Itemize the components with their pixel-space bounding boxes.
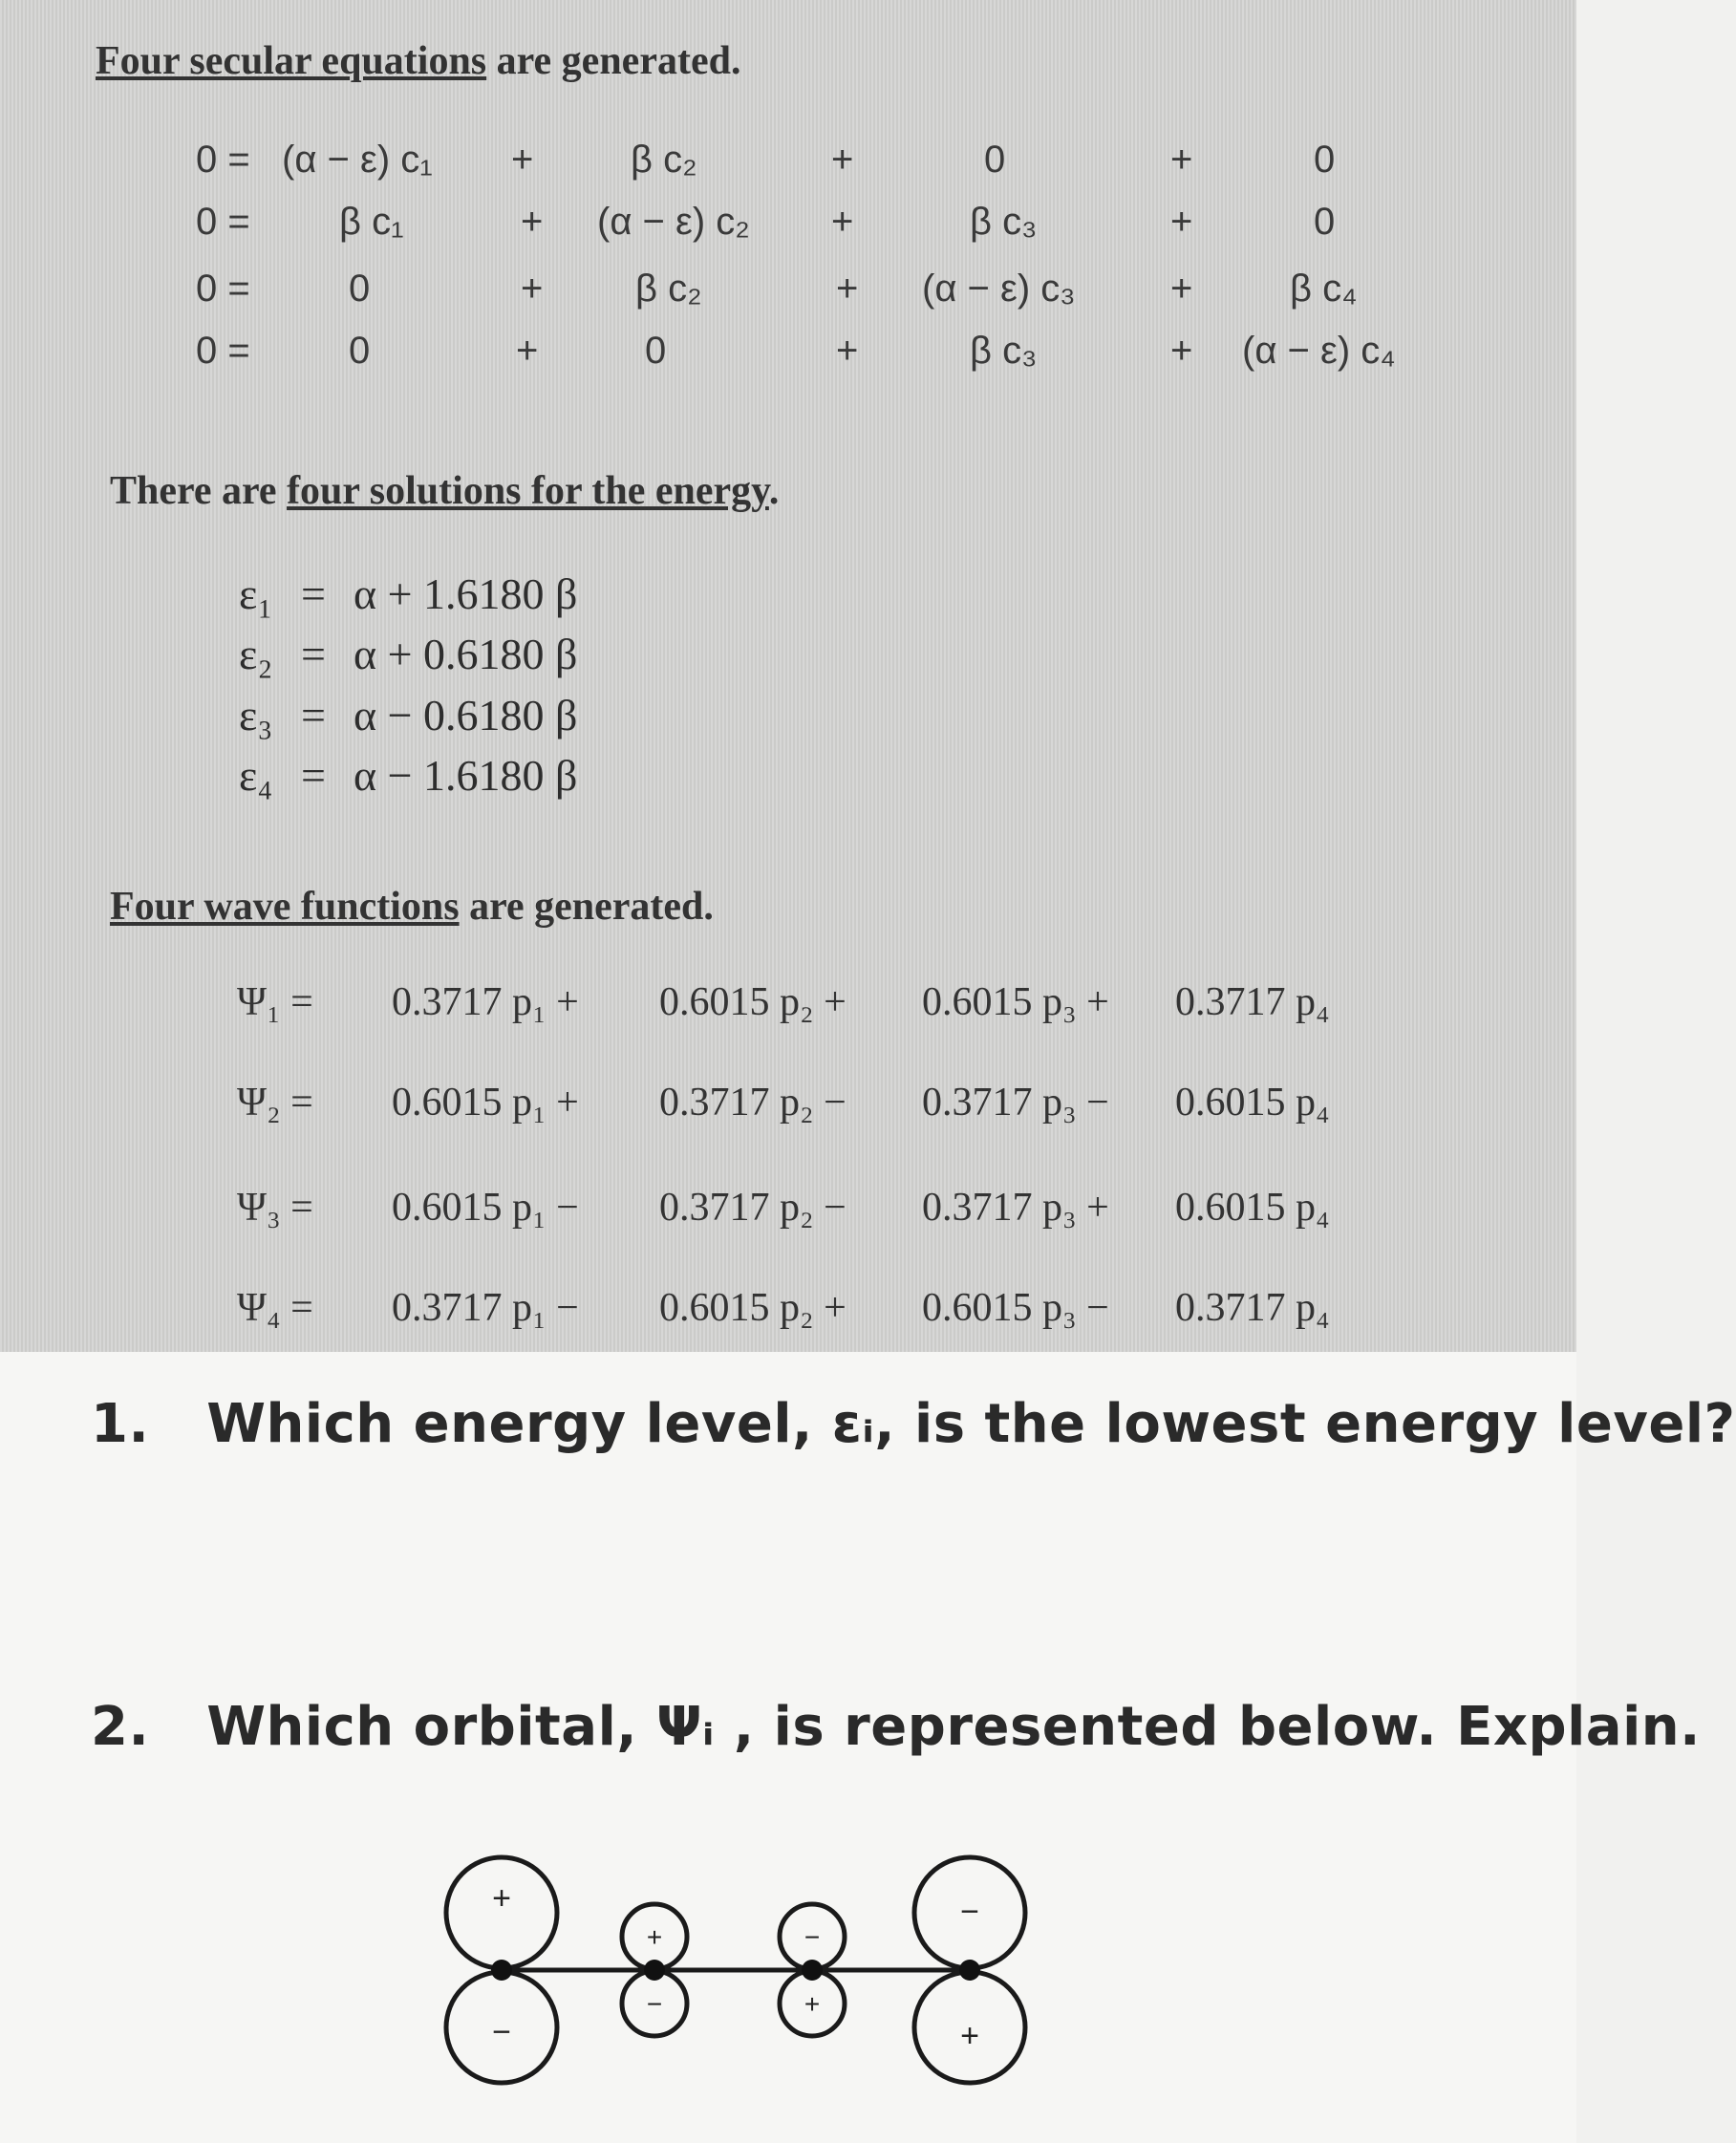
secular-row-1-term-2: β c₂ bbox=[631, 139, 697, 181]
energy-3-value: α − 0.6180 β bbox=[354, 691, 578, 739]
atom-1-dot bbox=[491, 1960, 512, 1981]
wave-3-term-4: 0.6015 p₄ bbox=[1175, 1186, 1330, 1230]
secular-row-1-plus-1: + bbox=[511, 139, 534, 181]
wave-heading-rest: are generated. bbox=[459, 885, 714, 929]
energy-heading-underlined: four solutions for the energy bbox=[287, 469, 769, 513]
energy-2-lhs: ε₂ bbox=[239, 630, 273, 678]
energy-2-value: α + 0.6180 β bbox=[354, 630, 578, 678]
secular-row-3-term-1: 0 bbox=[349, 268, 371, 310]
energy-heading-lead: There are bbox=[110, 469, 288, 513]
energy-4-lhs: ε₄ bbox=[239, 751, 273, 800]
secular-row-1-term-4: 0 bbox=[1314, 139, 1336, 181]
secular-row-3-plus-1: + bbox=[521, 268, 544, 310]
lobe-3-top-sign: − bbox=[804, 1922, 821, 1952]
wave-4-term-4: 0.3717 p₄ bbox=[1175, 1286, 1330, 1330]
energy-1-lhs: ε₁ bbox=[239, 569, 273, 618]
wave-1-term-2: 0.6015 p₂ + bbox=[659, 980, 847, 1024]
atom-3-dot bbox=[802, 1960, 823, 1981]
question-2 bbox=[91, 1696, 1701, 1758]
lobe-2-bottom-sign: − bbox=[646, 1989, 663, 2019]
secular-row-1-term-3: 0 bbox=[984, 139, 1006, 181]
wave-4-term-1: 0.3717 p₁ − bbox=[392, 1286, 579, 1330]
secular-row-2-term-3: β c₃ bbox=[970, 201, 1038, 243]
secular-row-4-plus-1: + bbox=[516, 330, 539, 372]
wave-1-term-4: 0.3717 p₄ bbox=[1175, 980, 1330, 1024]
secular-row-3-plus-2: + bbox=[836, 268, 859, 310]
lobe-2-top-sign: + bbox=[646, 1922, 663, 1952]
energy-2-equals: = bbox=[301, 630, 326, 678]
secular-row-3-plus-3: + bbox=[1170, 268, 1193, 310]
wave-3-term-3: 0.3717 p₃ + bbox=[922, 1186, 1109, 1230]
secular-row-2-plus-3: + bbox=[1170, 201, 1193, 243]
energy-3-equals: = bbox=[301, 691, 326, 739]
question-1-number: 1. bbox=[91, 1393, 150, 1455]
wave-1-term-3: 0.6015 p₃ + bbox=[922, 980, 1109, 1024]
secular-row-4-term-1: 0 bbox=[349, 330, 371, 372]
question-1 bbox=[91, 1393, 1736, 1455]
wave-2-term-4: 0.6015 p₄ bbox=[1175, 1081, 1330, 1125]
wave-3-term-2: 0.3717 p₂ − bbox=[659, 1186, 847, 1230]
energy-heading bbox=[110, 468, 779, 514]
question-2-number: 2. bbox=[91, 1696, 150, 1758]
atom-4-dot bbox=[959, 1960, 980, 1981]
wave-2-term-1: 0.6015 p₁ + bbox=[392, 1081, 579, 1125]
secular-row-2-lhs: 0 = bbox=[196, 201, 250, 243]
secular-row-2-plus-2: + bbox=[831, 201, 854, 243]
secular-row-1-plus-2: + bbox=[831, 139, 854, 181]
secular-row-4-term-2: 0 bbox=[645, 330, 667, 372]
lobe-1-bottom-sign: − bbox=[492, 2014, 511, 2050]
wave-2-term-3: 0.3717 p₃ − bbox=[922, 1081, 1109, 1125]
secular-row-4-lhs: 0 = bbox=[196, 330, 250, 372]
atom-2-dot bbox=[644, 1960, 665, 1981]
energy-4-equals: = bbox=[301, 751, 326, 800]
wave-heading bbox=[110, 884, 714, 930]
secular-row-3-term-2: β c₂ bbox=[635, 268, 702, 310]
wave-3-lhs: Ψ₃ = bbox=[237, 1186, 313, 1230]
lobe-1-top-sign: + bbox=[492, 1880, 511, 1917]
wave-4-term-2: 0.6015 p₂ + bbox=[659, 1286, 847, 1330]
wave-2-lhs: Ψ₂ = bbox=[237, 1081, 313, 1125]
secular-row-2-plus-1: + bbox=[521, 201, 544, 243]
secular-row-4-term-3: β c₃ bbox=[970, 330, 1038, 372]
secular-row-1-lhs: 0 = bbox=[196, 139, 250, 181]
secular-row-3-lhs: 0 = bbox=[196, 268, 250, 310]
wave-4-term-3: 0.6015 p₃ − bbox=[922, 1286, 1109, 1330]
secular-row-4-plus-3: + bbox=[1170, 330, 1193, 372]
energy-1-equals: = bbox=[301, 569, 326, 618]
secular-row-1-term-1: (α − ε) c₁ bbox=[282, 139, 433, 181]
energy-4-value: α − 1.6180 β bbox=[354, 751, 578, 800]
secular-row-3-term-3: (α − ε) c₃ bbox=[922, 268, 1076, 310]
lobe-3-bottom-sign: + bbox=[804, 1989, 821, 2019]
energy-heading-tail: . bbox=[768, 469, 780, 513]
wave-3-term-1: 0.6015 p₁ − bbox=[392, 1186, 579, 1230]
question-2-text: Which orbital, Ψᵢ , is represented below. Explain. bbox=[206, 1696, 1701, 1758]
wave-heading-underlined: Four wave functions bbox=[110, 885, 460, 929]
energy-1-value: α + 1.6180 β bbox=[354, 569, 578, 618]
energy-3-lhs: ε₃ bbox=[239, 691, 273, 739]
lobe-4-bottom-sign: + bbox=[960, 2018, 979, 2054]
secular-row-2-term-2: (α − ε) c₂ bbox=[597, 201, 750, 243]
secular-row-4-plus-2: + bbox=[836, 330, 859, 372]
question-1-text: Which energy level, εᵢ, is the lowest energy level? bbox=[206, 1393, 1736, 1455]
secular-row-3-term-4: β c₄ bbox=[1290, 268, 1358, 310]
wave-2-term-2: 0.3717 p₂ − bbox=[659, 1081, 847, 1125]
secular-row-2-term-1: β c₁ bbox=[339, 201, 404, 243]
secular-row-4-term-4: (α − ε) c₄ bbox=[1242, 330, 1396, 372]
wave-1-term-1: 0.3717 p₁ + bbox=[392, 980, 579, 1024]
wave-1-lhs: Ψ₁ = bbox=[237, 980, 313, 1024]
secular-row-2-term-4: 0 bbox=[1314, 201, 1336, 243]
secular-heading bbox=[96, 38, 740, 84]
secular-heading-underlined: Four secular equations bbox=[96, 39, 487, 83]
secular-row-1-plus-3: + bbox=[1170, 139, 1193, 181]
secular-heading-rest: are generated. bbox=[486, 39, 741, 83]
wave-4-lhs: Ψ₄ = bbox=[237, 1286, 313, 1330]
lobe-4-top-sign: − bbox=[960, 1894, 979, 1930]
p-orbital-diagram bbox=[411, 1834, 1061, 2121]
